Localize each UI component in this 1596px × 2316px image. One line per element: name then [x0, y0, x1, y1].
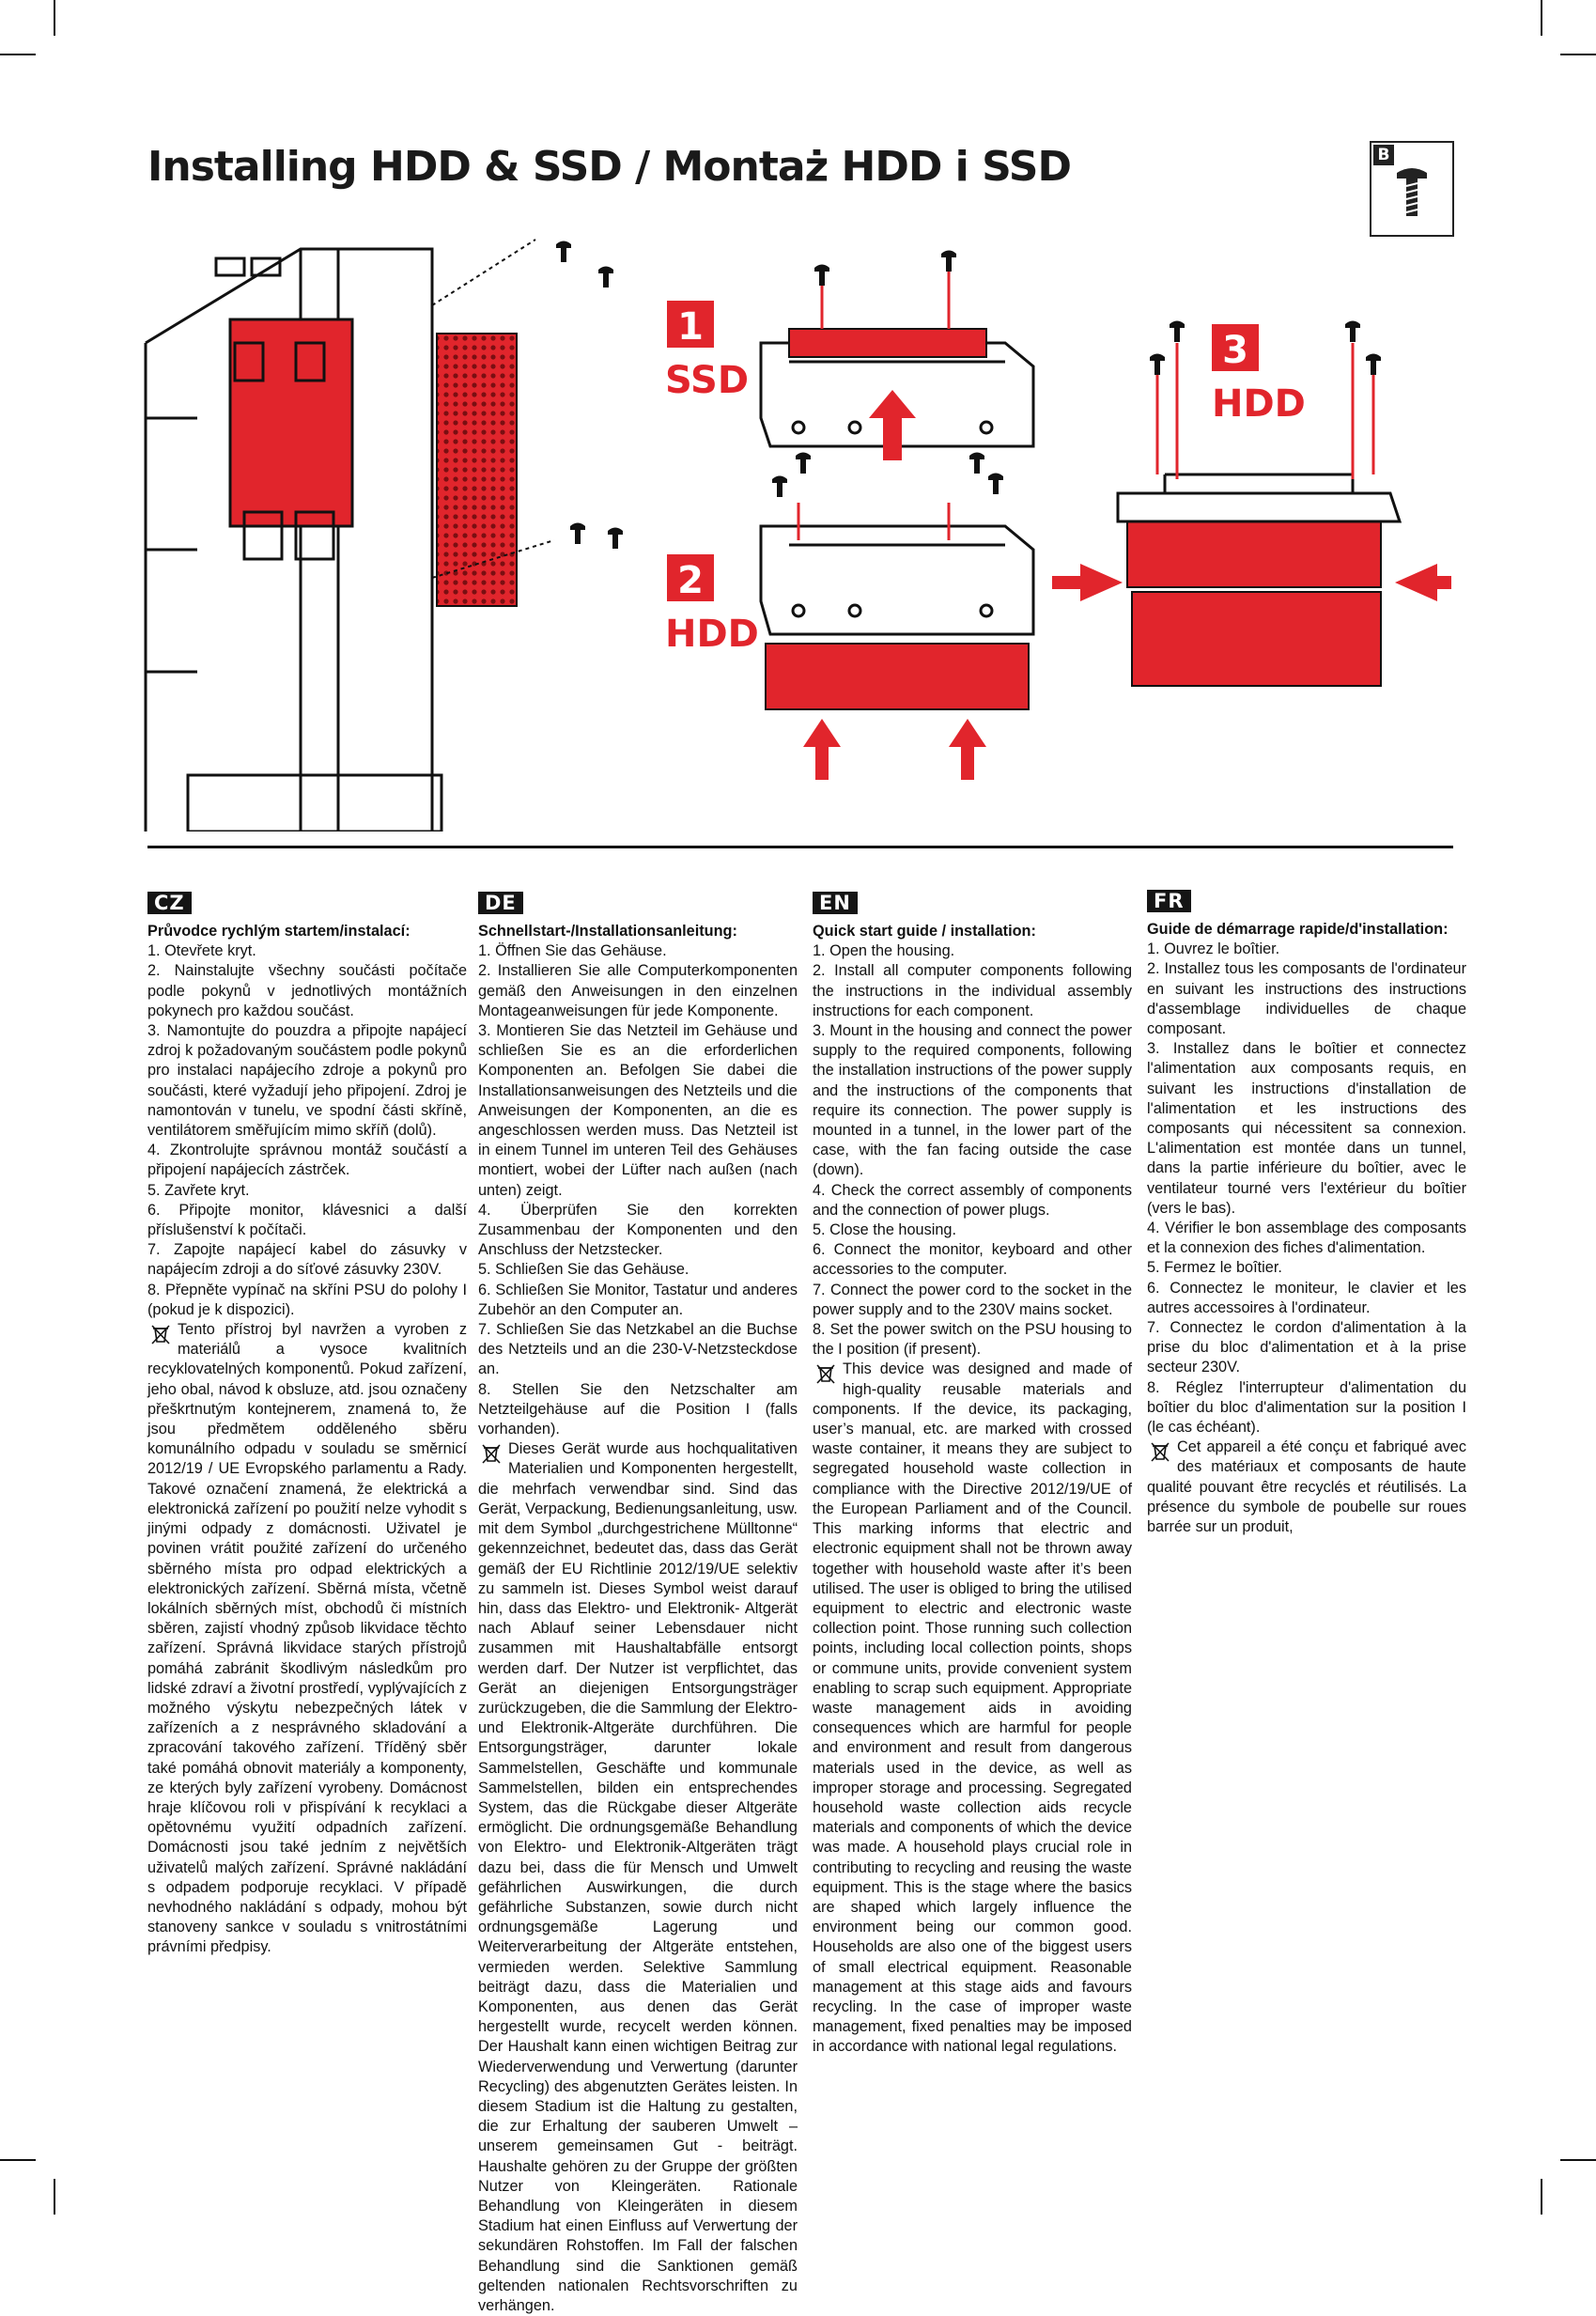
cz-step: 6. Připojte monitor, klávesnici a další příslušenství k počítači. — [147, 1201, 467, 1239]
fr-step: 8. Réglez l'interrupteur d'alimentation du boîtier du bloc d'alimentation sur la position I (le cas échéant). — [1147, 1378, 1466, 1437]
hdd-drive-top — [1127, 521, 1381, 587]
de-disposal — [478, 1439, 798, 2316]
lang-badge-en: EN — [813, 892, 858, 914]
en-step: 2. Install all computer components following the instructions in the individual assembly instructions for each component. — [813, 962, 1132, 1019]
crop-mark — [1541, 2179, 1542, 2215]
de-step: 7. Schließen Sie das Netzkabel an die Buchse des Netzteils und an die 230-V-Netzsteckdose an. — [478, 1321, 798, 1378]
cz-heading: Průvodce rychlým startem/instalací: — [147, 923, 411, 940]
step1-label: SSD — [665, 359, 750, 402]
crop-mark — [54, 2179, 55, 2215]
de-disposal-text: Dieses Gerät wurde aus hochqualitativen Materialien und Komponenten hergestellt, die mehrfach verwendbar sind. Sind das Gerät, Verpackung, Bedienungsanleitung, usw. mit dem Symbol „durchgestrichene Mülltonne“ gekennzeichnet, bedeutet das, dass das Gerät gemäß der EU Richtlinie 2012/19/UE selektiv zu sammeln ist. Dieses Symbol weist darauf hin, dass das Elektro- und Elektronik- Altgerät nach Ablauf seiner Lebensdauer nicht zusammen mit Haushaltabfälle entsorgt werden darf. Der Nutzer ist verpflichtet, das Gerät an diejenigen Entsorgungsträger zurückzugeben, die die Sammlung der Elektro- und Elektronik-Altgeräte durchführen. Die Entsorgungsträger, darunter lokale Sammelstellen, Geschäfte und kommunale Sammelstellen, bilden ein entsprechendes System, das die Rückgabe dieser Altgeräte ermöglicht. Die ordnungsgemäße Behandlung von Elektro- und Elektronik-Altgeräten trägt dazu bei, dass die für Mensch und Umwelt gefährlichen Auswirkungen, die durch gefährliche Substanzen, sowie durch nicht ordnungsgemäße Lagerung und Weiterverarbeitung der Altgeräte entstehen, vermieden werden. Selektive Sammlung beiträgt dazu, dass die Materialien und Komponenten, aus denen das Gerät hergestellt wurde, recycelt werden können. Der Haushalt kann einen wichtigen Beitrag zur Wiederverwendung und Verwertung (darunter Recycling) des abgenutzten Gerätes leisten. In diesem Stadium ist die Haltung zu gestalten, die zur Erhaltung der sauberen Umwelt – unserem gemeinsamen Gut - beiträgt. Haushalte gehören zu der Gruppe der größten Nutzer von Kleingeräten. Rationale Behandlung von Kleingeräten in diesem Stadium hat einen Einfluss auf Verwertung der sekundären Rohstoffen. Im Fall der falschen Behandlung sind die Sanktionen gemäß geltenden nationalen Rechtsvorschriften zu verhängen. — [478, 1440, 798, 2315]
crossed-bin-icon — [149, 1323, 172, 1345]
page-title: Installing HDD & SSD / Montaż HDD i SSD — [147, 143, 1072, 191]
lang-badge-de: DE — [478, 892, 523, 914]
crop-mark — [54, 0, 55, 36]
installation-diagram — [141, 230, 1456, 832]
mesh-panel — [437, 334, 517, 606]
cz-step: 1. Otevřete kryt. — [147, 942, 256, 960]
column-cz — [147, 890, 467, 1958]
fr-step: 3. Installez dans le boîtier et connectez l'alimentation aux composants requis, en suivant les instructions d'installation de l'alimentation et les instructions des composants qui nécessitent sa connexion. L'alimentation est montée dans un tunnel, dans la partie inférieure du boîtier, avec le ventilateur tourné vers l'extérieur du boîtier (vers le bas). — [1147, 1040, 1466, 1217]
cz-step: 5. Zavřete kryt. — [147, 1181, 250, 1199]
cz-disposal: Tento přístroj byl navržen a vyroben z materiálů a vysoce kvalitních recyklovatelných komponentů. Pokud zařízení, jeho obal, návod k obsluze, atd. jsou označeny přeškrtnutým kontejnerem, znamená to, že jsou předmětem odděleného sběru komunálního odpadu v souladu se směrnicí 2012/19 / UE Evropského parlamentu a Rady. Takové označení znamená, že elektrická a elektronická zařízení po použití nelze vyhodit s jinými odpady z domácnosti. Uživatel je povinen vrátit použité zařízení do určeného sběrného místa pro odpad elektrických a elektronických zařízení. Sběrná místa, včetně lokálních sběrných míst, obchodů či místních sběren, zajistí vhodný způsob likvidace těchto zařízení. Správná likvidace starých přístrojů pomáhá zabránit škodlivým následkům pro lidské zdraví a životní prostředí, vyplývajících z možného výskytu nebezpečných látek v zařízeních a z nesprávného skladování a zpracování takového zařízení. Tříděný sběr také pomáhá obnovit materiály a komponenty, ze kterých byly zařízení vyrobeny. Domácnost hraje klíčovou roli v přispívání k recyklaci a opětovnému využití odpadních zařízení. Domácnosti jsou také jedním z největších uživatelů malých zařízení. Správné nakládání s odpadem podporuje recyklaci. V případě nevhodného nakládání s odpady, mohou být stanoveny sankce v souladu s vnitrostátními právními předpisy. — [147, 1321, 467, 1956]
de-step: 1. Öffnen Sie das Gehäuse. — [478, 942, 667, 960]
en-step: 7. Connect the power cord to the socket in the power supply and to the 230V mains socket. — [813, 1281, 1132, 1318]
badge-label: B — [1373, 145, 1394, 165]
en-step: 6. Connect the monitor, keyboard and other accessories to the computer. — [813, 1241, 1132, 1279]
cz-step: 8. Přepněte vypínač na skříni PSU do polohy I (pokud je k dispozici). — [147, 1281, 467, 1318]
de-step: 2. Installieren Sie alle Computerkomponenten gemäß den Anweisungen in den einzelnen Montageanweisungen für jede Komponente. — [478, 962, 798, 1019]
step3-label: HDD — [1212, 382, 1306, 426]
crop-mark — [0, 2159, 36, 2161]
de-step: 5. Schließen Sie das Gehäuse. — [478, 1261, 690, 1279]
en-step: 8. Set the power switch on the PSU housing to the I position (if present). — [813, 1321, 1132, 1359]
left-arrow — [1395, 564, 1451, 601]
en-heading: Quick start guide / installation: — [813, 923, 1036, 940]
crossed-bin-icon — [814, 1362, 837, 1385]
column-de — [478, 890, 798, 2316]
en-step: 4. Check the correct assembly of components and the connection of power plugs. — [813, 1181, 1132, 1219]
fr-step: 7. Connectez le cordon d'alimentation à la prise du bloc d'alimentation et à la prise secteur 230V. — [1147, 1319, 1466, 1376]
fr-step: 6. Connectez le moniteur, le clavier et les autres accessoires à l'ordinateur. — [1147, 1279, 1466, 1316]
lang-badge-fr: FR — [1147, 890, 1191, 912]
hdd-drive — [766, 644, 1029, 709]
de-step: 6. Schließen Sie Monitor, Tastatur und anderes Zubehör an den Computer an. — [478, 1281, 798, 1318]
hdd-drive-bottom — [1132, 592, 1381, 686]
step2-label: HDD — [665, 613, 759, 656]
cz-step: 3. Namontujte do pouzdra a připojte napájecí zdroj k požadovaným součástem podle pokynů pro instalaci napájecího zdroje a pokynů pro součásti, které vyžadují jeho připojení. Zdroj je namontován v tunelu, ve spodní části skříně, ventilátorem směřujícím mimo skříň (dolů). — [147, 1022, 467, 1140]
lang-badge-cz: CZ — [147, 892, 192, 914]
step2-number-text: 2 — [677, 559, 704, 602]
fr-step: 1. Ouvrez le boîtier. — [1147, 940, 1280, 958]
en-step: 3. Mount in the housing and connect the power supply to the required components, following the installation instructions of the power supply and the instructions of the components that require its connection. The power supply is mounted in a tunnel, in the lower part of the case, with the fan facing outside the case (down). — [813, 1022, 1132, 1179]
screw-icon — [1371, 143, 1452, 235]
crop-mark — [1560, 2159, 1596, 2161]
cz-step: 7. Zapojte napájecí kabel do zásuvky v napájecím zdroji a do síťové zásuvky 230V. — [147, 1241, 467, 1279]
fr-disposal: Cet appareil a été conçu et fabriqué avec des matériaux et composants de haute qualité pouvant être recyclés et réutilisés. La présence du symbole de poubelle sur roues barrée sur un produit, — [1147, 1438, 1466, 1536]
step3-number-text: 3 — [1222, 329, 1248, 372]
column-en — [813, 890, 1132, 2058]
crop-mark — [1560, 54, 1596, 55]
cz-step: 4. Zkontrolujte správnou montáž součástí a připojení napájecích zástrček. — [147, 1142, 467, 1179]
crossed-bin-icon — [1149, 1440, 1171, 1463]
crossed-bin-icon — [480, 1442, 503, 1465]
fr-step: 4. Vérifier le bon assemblage des composants et la connexion des fiches d'alimentation. — [1147, 1220, 1466, 1257]
up-arrow — [803, 719, 841, 780]
crop-mark — [1541, 0, 1542, 36]
en-disposal: This device was designed and made of high-quality reusable materials and components. If the device, its packaging, user’s manual, etc. are marked with crossed waste container, it means they are subject to segregated household waste collection in compliance with the Directive 2012/19/UE of the European Parliament and of the Council. This marking informs that electric and electronic equipment shall not be thrown away together with household waste after it’s been utilised. The user is obliged to bring the utilised equipment to electric and electronic waste collection point. Those running such collection points, including local collection points, shops or commune units, provide convenient system enabling to scrap such equipment. Appropriate waste management aids in avoiding consequences which are harmful for people and environment and result from dangerous materials used in the device, as well as improper storage and processing. Segregated household waste collection aids recycle materials and components of which the device was made. A household plays crucial role in contributing to recycling and reusing the waste equipment. This is the stage where the basics are shaped which largely influence the environment being our common good. Households are also one of the biggest users of small electrical equipment. Reasonable management at this stage aids and favours recycling. In the case of improper waste management, fixed penalties may be imposed in accordance with national legal regulations. — [813, 1360, 1132, 2056]
de-step: 8. Stellen Sie den Netzschalter am Netzteilgehäuse auf die Position I (falls vorhanden). — [478, 1380, 798, 1438]
right-arrow — [1052, 564, 1123, 601]
fr-heading: Guide de démarrage rapide/d'installation: — [1147, 921, 1449, 938]
drive-mounting-plate — [230, 319, 352, 526]
crop-mark — [0, 54, 36, 55]
fr-step: 2. Installez tous les composants de l'ordinateur en suivant les instructions des instructions d'assemblage individuelles de chaque composant. — [1147, 960, 1466, 1038]
en-step: 1. Open the housing. — [813, 942, 955, 960]
hdd-cage — [761, 526, 1033, 634]
section-divider — [147, 846, 1453, 848]
column-fr — [1147, 890, 1466, 1537]
up-arrow — [949, 719, 986, 780]
ssd-drive — [789, 329, 986, 357]
de-heading: Schnellstart-/Installationsanleitung: — [478, 923, 737, 940]
de-step: 4. Überprüfen Sie den korrekten Zusammenbau der Komponenten und den Anschluss der Netzstecker. — [478, 1201, 798, 1259]
step1-number-text: 1 — [677, 305, 704, 349]
screw-type-badge — [1370, 141, 1454, 237]
up-arrow — [869, 390, 916, 460]
cz-step: 2. Nainstalujte všechny součásti počítače podle pokynů v jednotlivých montážních pokynech pro každou součást. — [147, 962, 467, 1019]
fr-step: 5. Fermez le boîtier. — [1147, 1259, 1282, 1277]
en-step: 5. Close the housing. — [813, 1221, 956, 1239]
de-step: 3. Montieren Sie das Netzteil im Gehäuse und schließen Sie es an die erforderlichen Komponenten an. Befolgen Sie dabei die Installationsanweisungen des Netzteils und die Anweisungen der Komponenten, an die es angeschlossen werden muss. Das Netzteil ist in einem Tunnel im unteren Teil des Gehäuses montiert, wobei der Lüfter nach außen (nach unten) zeigt. — [478, 1022, 798, 1199]
